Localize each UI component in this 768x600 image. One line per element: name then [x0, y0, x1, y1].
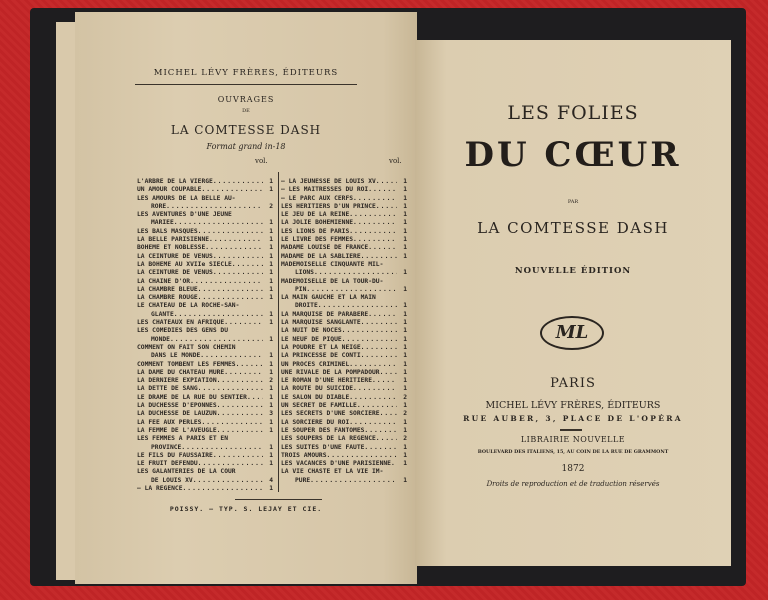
entry-title: TROIS AMOURS — [281, 451, 327, 459]
entry-volumes: 1 — [269, 227, 273, 235]
catalog-entry — [137, 186, 273, 194]
entry-volumes: 2 — [269, 377, 273, 385]
entry-title: LE DRAME DE LA RUE DU SENTIER — [137, 393, 247, 401]
dot-leader — [213, 253, 263, 261]
catalog-entry — [281, 402, 407, 410]
entry-title: LES AVENTURES D'UNE JEUNE — [137, 211, 232, 219]
entry-title: LA SORCIÈRE DU ROI — [281, 418, 350, 426]
entry-title: — LA JEUNESSE DE LOUIS XV — [281, 178, 376, 185]
title-line-2: DU CŒUR — [464, 135, 682, 175]
entry-volumes: 1 — [403, 368, 407, 376]
entry-title: — LA RÉGENCE — [137, 484, 183, 492]
dot-leader — [376, 178, 397, 186]
vol-label-2: vol. — [389, 157, 402, 165]
entry-title: LA MARQUISE DE PARABÈRE — [281, 310, 369, 318]
bookshop-address: BOULEVARD DES ITALIENS, 15, AU COIN DE LA RUE DE GRAMMONT — [477, 449, 669, 455]
entry-title: LES FEMMES A PARIS ET EN — [137, 435, 228, 443]
entry-volumes: 1 — [269, 451, 273, 459]
entry-title: DROITE — [295, 302, 318, 310]
catalog-entry — [281, 203, 407, 211]
dot-leader — [368, 311, 397, 319]
dot-leader — [183, 485, 264, 493]
dot-leader — [217, 402, 263, 410]
entry-title: LA CEINTURE DE VÉNUS — [137, 269, 213, 277]
catalog-entry — [137, 319, 273, 327]
entry-title: LES CHATEAUX EN AFRIQUE — [137, 319, 225, 327]
catalog-entry — [281, 394, 407, 402]
entry-volumes: 1 — [269, 418, 273, 426]
entry-title: LES AMOURS DE LA BELLE AU- — [137, 194, 236, 202]
dot-leader — [368, 186, 397, 194]
entry-volumes: 2 — [403, 410, 407, 418]
entry-title: LA MAIN GAUCHE ET LA MAIN — [281, 294, 376, 302]
entry-volumes: 1 — [403, 252, 407, 260]
dot-leader — [205, 244, 263, 252]
entry-volumes: 1 — [269, 260, 273, 268]
entry-title: UN SECRET DE FAMILLE — [281, 402, 357, 410]
entry-volumes: 1 — [269, 393, 273, 401]
dot-leader — [361, 344, 397, 352]
author-heading: LA COMTESSE DASH — [170, 123, 322, 137]
year: 1872 — [561, 464, 585, 474]
entry-title: MADEMOISELLE CINQUANTE MIL- — [281, 260, 384, 268]
catalog-entry — [281, 228, 407, 236]
catalog-entry — [137, 361, 273, 369]
dot-leader — [342, 336, 397, 344]
catalog-entry — [281, 294, 407, 311]
catalog-entry — [281, 236, 407, 244]
entry-title: LA VIE CHASTE ET LA VIE IM- — [281, 468, 384, 476]
divider — [560, 429, 582, 431]
entry-volumes: 1 — [403, 194, 407, 202]
entry-volumes: 1 — [269, 269, 273, 277]
entry-title: LA BELLE PARISIENNE — [137, 236, 210, 244]
publisher-address: RUE AUBER, 3, PLACE DE L'OPÉRA — [463, 414, 683, 423]
entry-title: LES LIONS DE PARIS — [281, 227, 350, 235]
entry-title: LA BOHÊME AU XVIIe SIÈCLE — [137, 260, 232, 268]
edition-label: NOUVELLE ÉDITION — [514, 266, 632, 276]
catalog-entry — [281, 369, 407, 377]
catalog-entry — [281, 410, 407, 418]
entry-volumes: 2 — [269, 202, 273, 210]
entry-volumes: 1 — [269, 277, 273, 285]
entry-volumes: 1 — [269, 178, 273, 185]
entry-title: LES BALS MASQUÉS — [137, 227, 198, 235]
entry-title: DANS LE MONDE — [151, 352, 201, 360]
catalog-entry — [137, 269, 273, 277]
entry-title: LE FRUIT DÉFENDU — [137, 460, 198, 468]
entry-title: DE LOUIS XV — [151, 476, 193, 484]
catalog-entry — [137, 302, 273, 319]
entry-title: LA DETTE DE SANG — [137, 385, 198, 393]
catalog-entry — [137, 468, 273, 485]
entry-volumes: 1 — [269, 443, 273, 451]
entry-volumes: 1 — [403, 360, 407, 368]
entry-title: LA DUCHESSE DE LAUZUN — [137, 410, 217, 418]
dot-leader — [198, 286, 263, 294]
dot-leader — [364, 427, 397, 435]
dot-leader — [247, 394, 263, 402]
entry-title: BOHÊME ET NOBLESSE — [137, 244, 206, 252]
dot-leader — [349, 361, 397, 369]
catalog-entry — [281, 468, 407, 485]
column-rule — [278, 172, 279, 492]
publisher-header: MICHEL LÉVY FRÈRES, ÉDITEURS — [153, 68, 339, 78]
entry-title: LES SOUPERS DE LA RÉGENCE — [281, 435, 376, 443]
dot-leader — [200, 352, 263, 360]
divider — [135, 84, 357, 85]
entry-volumes: 1 — [403, 285, 407, 293]
entry-volumes: 1 — [403, 451, 407, 459]
entry-volumes: 1 — [269, 186, 273, 194]
catalog-entry — [281, 336, 407, 344]
catalog-entry — [137, 427, 273, 435]
catalog-entry — [281, 344, 407, 352]
entry-volumes: 1 — [269, 335, 273, 343]
entry-title: LES SECRETS D'UNE SORCIÈRE — [281, 410, 380, 418]
dot-leader — [306, 286, 397, 294]
dot-leader — [213, 269, 263, 277]
entry-volumes: 1 — [403, 269, 407, 277]
entry-title: LES SUITES D'UNE FAUTE — [281, 443, 365, 451]
catalog-entry — [137, 236, 273, 244]
catalog-entry — [281, 352, 407, 360]
dot-leader — [349, 228, 397, 236]
dot-leader — [314, 269, 397, 277]
dot-leader — [368, 244, 397, 252]
entry-volumes: 1 — [269, 352, 273, 360]
catalog-entry — [137, 178, 273, 186]
entry-title: LA NUIT DE NOCES — [281, 327, 342, 335]
de-label: DE — [242, 108, 250, 114]
dot-leader — [198, 228, 263, 236]
entry-volumes: 1 — [403, 460, 407, 468]
catalog-entry — [137, 402, 273, 410]
dot-leader — [213, 452, 263, 460]
titles-column-2 — [281, 178, 407, 485]
dot-leader — [310, 477, 397, 485]
dot-leader — [174, 219, 263, 227]
entry-volumes: 1 — [403, 402, 407, 410]
dot-leader — [353, 195, 397, 203]
catalog-entry — [137, 294, 273, 302]
entry-volumes: 1 — [269, 294, 273, 302]
city: PARIS — [550, 376, 596, 391]
entry-volumes: 1 — [403, 377, 407, 385]
left-page — [75, 12, 417, 584]
entry-volumes: 1 — [403, 244, 407, 252]
dot-leader — [198, 460, 263, 468]
catalog-entry — [281, 219, 407, 227]
catalog-entry — [137, 344, 273, 361]
right-page — [415, 40, 731, 566]
dot-leader — [372, 377, 397, 385]
catalog-entry — [137, 211, 273, 228]
dot-leader — [190, 278, 263, 286]
dot-leader — [217, 427, 263, 435]
entry-volumes: 1 — [403, 319, 407, 327]
catalog-entry — [137, 452, 273, 460]
catalog-entry — [137, 385, 273, 393]
catalog-entry — [137, 419, 273, 427]
entry-title: LA POUDRE ET LA NEIGE — [281, 343, 361, 351]
entry-title: PIN — [295, 285, 307, 293]
catalog-entry — [281, 278, 407, 295]
titles-column-1 — [137, 178, 273, 493]
entry-title: LA PRINCESSE DE CONTI — [281, 352, 361, 360]
catalog-entry — [137, 460, 273, 468]
entry-title: LA DAME DU CHATEAU MURÉ — [137, 368, 225, 376]
entry-volumes: 1 — [403, 202, 407, 210]
entry-volumes: 1 — [403, 227, 407, 235]
dot-leader — [224, 319, 263, 327]
catalog-entry — [137, 435, 273, 452]
dot-leader — [376, 203, 397, 211]
catalog-entry — [281, 419, 407, 427]
catalog-entry — [137, 228, 273, 236]
catalog-entry — [281, 186, 407, 194]
entry-title: LES VACANCES D'UNE PARISIENNE — [281, 460, 391, 468]
entry-title: LA CHAMBRE ROUGE — [137, 294, 198, 302]
entry-volumes: 1 — [403, 219, 407, 227]
entry-title: LE SOUPER DES FANTÔMES — [281, 426, 365, 434]
dot-leader — [361, 253, 397, 261]
dot-leader — [232, 261, 263, 269]
dot-leader — [217, 410, 263, 418]
dot-leader — [236, 361, 263, 369]
catalog-entry — [137, 286, 273, 294]
rights-notice: Droits de reproduction et de traduction réservés — [486, 480, 660, 488]
dot-leader — [193, 477, 263, 485]
entry-volumes: 1 — [403, 352, 407, 360]
catalog-entry — [137, 261, 273, 269]
entry-volumes: 1 — [269, 219, 273, 227]
par-label: PAR — [567, 199, 579, 205]
entry-volumes: 1 — [403, 186, 407, 194]
entry-volumes: 1 — [403, 178, 407, 185]
entry-title: MADAME DE LA SABLIÈRE — [281, 252, 361, 260]
entry-title: LA DERNIÈRE EXPIATION — [137, 377, 217, 385]
dot-leader — [198, 385, 263, 393]
catalog-entry — [281, 460, 407, 468]
entry-title: LE JEU DE LA REINE — [281, 211, 350, 219]
entry-volumes: 1 — [403, 335, 407, 343]
entry-title: LES COMÉDIES DES GENS DU — [137, 327, 228, 335]
catalog-entry — [281, 319, 407, 327]
entry-title: LIONS — [295, 269, 314, 277]
dot-leader — [376, 435, 397, 443]
catalog-entry — [281, 311, 407, 319]
entry-volumes: 1 — [269, 319, 273, 327]
dot-leader — [166, 203, 263, 211]
catalog-entry — [137, 485, 273, 493]
entry-volumes: 1 — [269, 484, 273, 492]
entry-title: LE NEUF DE PIQUE — [281, 335, 342, 343]
entry-title: MARIÉE — [151, 219, 174, 227]
dot-leader — [209, 236, 263, 244]
entry-title: — LE PARC AUX CERFS — [281, 194, 354, 202]
catalog-entry — [137, 377, 273, 385]
entry-volumes: 1 — [403, 385, 407, 393]
entry-volumes: 4 — [269, 476, 273, 484]
catalog-entry — [281, 327, 407, 335]
entry-title: LA FEMME DE L'AVEUGLE — [137, 426, 217, 434]
entry-volumes: 1 — [269, 385, 273, 393]
entry-volumes: 1 — [403, 327, 407, 335]
catalog-entry — [137, 327, 273, 344]
entry-title: LE SALON DU DIABLE — [281, 393, 350, 401]
ouvrages-heading: OUVRAGES — [217, 95, 275, 104]
dot-leader — [198, 294, 263, 302]
format-label: Format grand in-18 — [206, 142, 286, 151]
entry-volumes: 2 — [403, 435, 407, 443]
entry-title: UNE RIVALE DE LA POMPADOUR — [281, 368, 380, 376]
catalog-entry — [281, 427, 407, 435]
dot-leader — [181, 444, 263, 452]
bookshop-name: LIBRAIRIE NOUVELLE — [520, 435, 626, 444]
entry-title: LA DUCHESSE D'ÉPONNES — [137, 402, 217, 410]
catalog-entry — [137, 369, 273, 377]
entry-title: LA JOLIE BOHÉMIENNE — [281, 219, 354, 227]
entry-volumes: 1 — [403, 310, 407, 318]
entry-title: LA CHAMBRE BLEUE — [137, 285, 198, 293]
catalog-entry — [281, 377, 407, 385]
entry-title: UN PROCÈS CRIMINEL — [281, 360, 350, 368]
dot-leader — [364, 444, 397, 452]
entry-volumes: 1 — [269, 368, 273, 376]
dot-leader — [357, 402, 397, 410]
catalog-entry — [281, 211, 407, 219]
entry-title: LE ROMAN D'UNE HÉRITIÈRE — [281, 377, 372, 385]
entry-title: MADEMOISELLE DE LA TOUR-DU- — [281, 277, 384, 285]
catalog-entry — [281, 261, 407, 278]
dot-leader — [361, 319, 397, 327]
entry-volumes: 3 — [269, 410, 273, 418]
dot-leader — [380, 410, 397, 418]
entry-volumes: 1 — [403, 236, 407, 244]
entry-title: LE FILS DU FAUSSAIRE — [137, 451, 213, 459]
entry-title: MONDE — [151, 335, 170, 343]
entry-title: GLANTE — [151, 310, 174, 318]
entry-title: RORE — [151, 202, 167, 210]
dot-leader — [201, 186, 263, 194]
entry-volumes: 1 — [403, 443, 407, 451]
entry-title: PROVINCE — [151, 443, 182, 451]
entry-volumes: 2 — [403, 393, 407, 401]
entry-volumes: 1 — [269, 426, 273, 434]
entry-title: LES GALANTERIES DE LA COUR — [137, 468, 236, 476]
catalog-entry — [137, 195, 273, 212]
publisher-monogram: ML — [540, 316, 604, 350]
entry-volumes: 1 — [269, 360, 273, 368]
dot-leader — [213, 178, 263, 186]
catalog-entry — [281, 178, 407, 186]
catalog-entry — [281, 253, 407, 261]
dot-leader — [353, 219, 397, 227]
entry-title: LA CHAINE D'OR — [137, 277, 191, 285]
catalog-entry — [281, 244, 407, 252]
dot-leader — [353, 385, 397, 393]
entry-volumes: 1 — [269, 236, 273, 244]
catalog-entry — [137, 253, 273, 261]
dot-leader — [342, 327, 397, 335]
entry-volumes: 1 — [403, 302, 407, 310]
publisher-name: MICHEL LÉVY FRÈRES, ÉDITEURS — [485, 400, 661, 411]
entry-title: LA ROUTE DU SUICIDE — [281, 385, 354, 393]
catalog-entry — [281, 444, 407, 452]
catalog-entry — [137, 394, 273, 402]
catalog-entry — [137, 278, 273, 286]
title-line-1: LES FOLIES — [507, 102, 639, 124]
divider — [235, 499, 322, 500]
entry-title: LA MARQUISE SANGLANTE — [281, 319, 361, 327]
entry-volumes: 1 — [269, 252, 273, 260]
catalog-entry — [137, 410, 273, 418]
entry-volumes: 1 — [269, 402, 273, 410]
dot-leader — [353, 236, 397, 244]
catalog-entry — [281, 195, 407, 203]
entry-title: L'ARBRE DE LA VIERGE — [137, 178, 213, 185]
dot-leader — [170, 336, 263, 344]
dot-leader — [224, 369, 263, 377]
entry-volumes: 1 — [403, 476, 407, 484]
catalog-entry — [281, 361, 407, 369]
dot-leader — [201, 419, 263, 427]
entry-volumes: 1 — [403, 426, 407, 434]
entry-volumes: 1 — [403, 211, 407, 219]
entry-volumes: 1 — [403, 418, 407, 426]
entry-title: LE CHATEAU DE LA ROCHE-SAN- — [137, 302, 240, 310]
dot-leader — [217, 377, 263, 385]
entry-title: — LES MAITRESSES DU ROI — [281, 186, 369, 194]
catalog-entry — [281, 435, 407, 443]
catalog-entry — [281, 385, 407, 393]
dot-leader — [349, 394, 397, 402]
dot-leader — [327, 452, 398, 460]
author-name: LA COMTESSE DASH — [477, 219, 669, 237]
dot-leader — [380, 369, 397, 377]
entry-volumes: 1 — [269, 244, 273, 252]
entry-title: LE LIVRE DES FEMMES — [281, 236, 354, 244]
printer-line: POISSY. — TYP. S. LEJAY ET CIE. — [169, 505, 323, 513]
dot-leader — [318, 302, 397, 310]
vol-label-1: vol. — [255, 157, 268, 165]
entry-title: LA CEINTURE DE VÉNUS — [137, 252, 213, 260]
dot-leader — [349, 211, 397, 219]
entry-title: COMMENT TOMBENT LES FEMMES — [137, 360, 236, 368]
dot-leader — [174, 311, 263, 319]
entry-title: LA FÉE AUX PERLES — [137, 418, 202, 426]
entry-title: LES HÉRITIERS D'UN PRINCE — [281, 202, 376, 210]
catalog-entry — [137, 244, 273, 252]
entry-title: PURE — [295, 476, 311, 484]
entry-volumes: 1 — [269, 460, 273, 468]
entry-title: UN AMOUR COUPABLE — [137, 186, 202, 194]
entry-volumes: 1 — [269, 285, 273, 293]
dot-leader — [349, 419, 397, 427]
entry-title: COMMENT ON FAIT SON CHEMIN — [137, 343, 236, 351]
catalog-entry — [281, 452, 407, 460]
dot-leader — [361, 352, 397, 360]
entry-volumes: 1 — [269, 310, 273, 318]
entry-title: MADAME LOUISE DE FRANCE — [281, 244, 369, 252]
entry-volumes: 1 — [403, 343, 407, 351]
